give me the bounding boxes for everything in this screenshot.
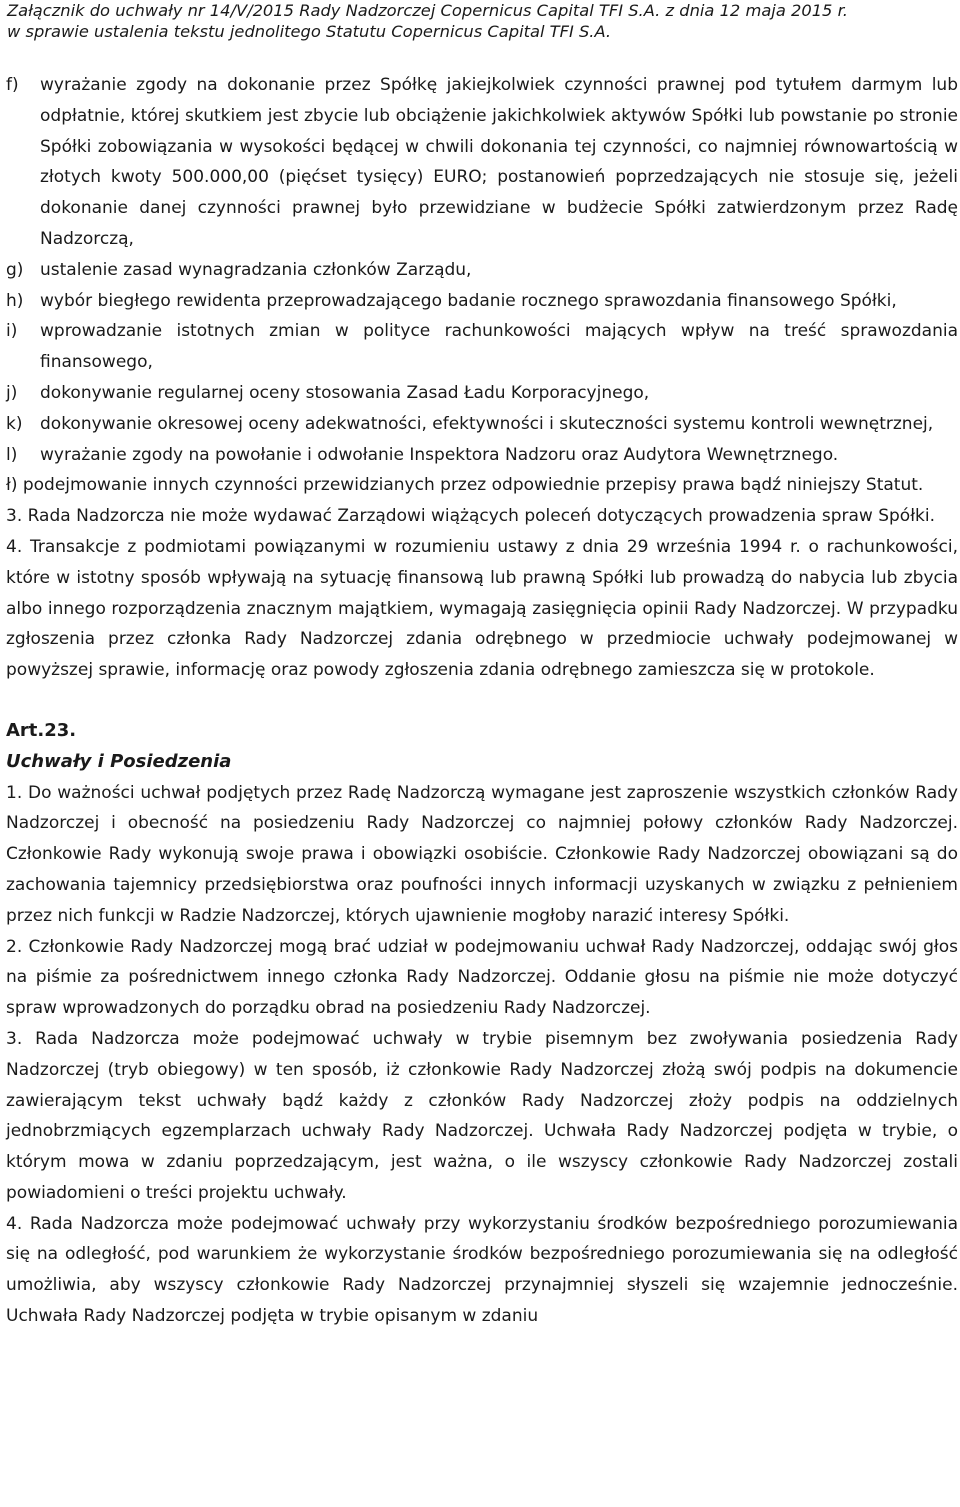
- header-line-2: w sprawie ustalenia tekstu jednolitego Statutu Copernicus Capital TFI S.A.: [7, 22, 612, 41]
- list-item-text: wyrażanie zgody na powołanie i odwołanie Inspektora Nadzoru oraz Audytora Wewnętrznego.: [40, 444, 839, 465]
- document-body: [6, 70, 958, 1332]
- list-item-j: [6, 378, 958, 409]
- paragraph-l-stroke: ł) podejmowanie innych czynności przewidzianych przez odpowiednie przepisy prawa bądź niniejszy Statut.: [6, 475, 924, 496]
- spacer: [6, 686, 958, 716]
- paragraph-4: 4. Transakcje z podmiotami powiązanymi w rozumieniu ustawy z dnia 29 września 1994 r. o rachunkowości, które w istotny sposób wpływają na sytuację finansową lub prawną Spółki lub prowadzą do nabycia lub zbycia albo innego rozporządzenia znacznym majątkiem, wymagają zasięgnięcia opinii Rady Nadzorczej. W przypadku zgłoszenia przez członka Rady Nadzorczej zdania odrębnego w przedmiocie uchwały podejmowanej w powyższej sprawie, informację oraz powody zgłoszenia zdania odrębnego zamieszcza się w protokole.: [6, 536, 958, 681]
- list-item-label: i): [6, 321, 18, 342]
- article-heading: Art.23.: [6, 719, 77, 741]
- article-paragraph-2: 2. Członkowie Rady Nadzorczej mogą brać udział w podejmowaniu uchwał Rady Nadzorczej, oddając swój głos na piśmie za pośrednictwem innego członka Rady Nadzorczej. Oddanie głosu na piśmie nie może dotyczyć spraw wprowadzonych do porządku obrad na posiedzeniu Rady Nadzorczej.: [6, 936, 958, 1019]
- page-header: [7, 0, 957, 42]
- list-item-label: k): [6, 413, 23, 434]
- list-item-l: [6, 440, 958, 471]
- paragraph-3: 3. Rada Nadzorcza nie może wydawać Zarządowi wiążących poleceń dotyczących prowadzenia spraw Spółki.: [6, 506, 935, 527]
- header-line-1: Załącznik do uchwały nr 14/V/2015 Rady Nadzorczej Copernicus Capital TFI S.A. z dnia 12 maja 2015 r.: [7, 1, 848, 20]
- article-paragraph-3: 3. Rada Nadzorcza może podejmować uchwały w trybie pisemnym bez zwoływania posiedzenia Rady Nadzorczej (tryb obiegowy) w ten sposób, iż członkowie Rady Nadzorczej złożą swój podpis na dokumencie zawierającym tekst uchwały bądź każdy z członków Rady Nadzorczej złoży podpis na oddzielnych jednobrzmiących egzemplarzach uchwały Rady Nadzorczej. Uchwała Rady Nadzorczej podjęta w trybie, o którym mowa w zdaniu poprzedzającym, jest ważna, o ile wszyscy członkowie Rady Nadzorczej zostali powiadomieni o treści projektu uchwały.: [6, 1028, 958, 1203]
- list-item-f: [6, 70, 958, 255]
- list-item-label: f): [6, 75, 19, 95]
- list-item-g: [6, 255, 958, 286]
- list-item-k: [6, 409, 958, 440]
- list-item-h: [6, 286, 958, 317]
- list-item-label: g): [6, 259, 24, 280]
- article-title: Uchwały i Posiedzenia: [6, 750, 232, 772]
- list-item-text: ustalenie zasad wynagradzania członków Zarządu,: [40, 259, 472, 280]
- article-paragraph-1: 1. Do ważności uchwał podjętych przez Radę Nadzorczą wymagane jest zaproszenie wszystkich członków Rady Nadzorczej i obecność na posiedzeniu Rady Nadzorczej co najmniej połowy członków Rady Nadzorczej. Członkowie Rady wykonują swoje prawa i obowiązki osobiście. Członkowie Rady Nadzorczej obowiązani są do zachowania tajemnicy przedsiębiorstwa oraz poufności innych informacji uzyskanych w związku z pełnieniem przez nich funkcji w Radzie Nadzorczej, których ujawnienie mogłoby narazić interesy Spółki.: [6, 782, 958, 926]
- list-item-text: wprowadzanie istotnych zmian w polityce rachunkowości mających wpływ na treść sprawozdania finansowego,: [40, 321, 958, 373]
- article-paragraph-4: 4. Rada Nadzorcza może podejmować uchwały przy wykorzystaniu środków bezpośredniego porozumiewania się na odległość, pod warunkiem że wykorzystanie środków bezpośredniego porozumiewania się na odległość umożliwia, aby wszyscy członkowie Rady Nadzorczej przynajmniej słyszeli się wzajemnie jednocześnie. Uchwała Rady Nadzorczej podjęta w trybie opisanym w zdaniu: [6, 1213, 958, 1327]
- list-item-label: h): [6, 290, 24, 311]
- list-item-i: [6, 316, 958, 378]
- list-item-text: dokonywanie okresowej oceny adekwatności, efektywności i skuteczności systemu kontroli wewnętrznej,: [40, 413, 934, 434]
- list-item-text: wyrażanie zgody na dokonanie przez Spółkę jakiejkolwiek czynności prawnej pod tytułem darmym lub odpłatnie, której skutkiem jest zbycie lub obciążenie jakichkolwiek aktywów Spółki lub powstanie po stronie Spółki zobowiązania w wysokości będącej w chwili dokonania tej czynności, co najmniej równowartością w złotych kwoty 500.000,00 (pięćset tysięcy) EURO; postanowień poprzedzających nie stosuje się, jeżeli dokonanie danej czynności prawnej było przewidziane w budżecie Spółki zatwierdzonym przez Radę Nadzorczą,: [40, 75, 958, 249]
- list-item-label: l): [6, 444, 18, 465]
- list-item-label: j): [6, 382, 18, 403]
- list-item-text: wybór biegłego rewidenta przeprowadzającego badanie rocznego sprawozdania finansowego Spółki,: [40, 290, 897, 311]
- list-item-text: dokonywanie regularnej oceny stosowania Zasad Ładu Korporacyjnego,: [40, 382, 650, 403]
